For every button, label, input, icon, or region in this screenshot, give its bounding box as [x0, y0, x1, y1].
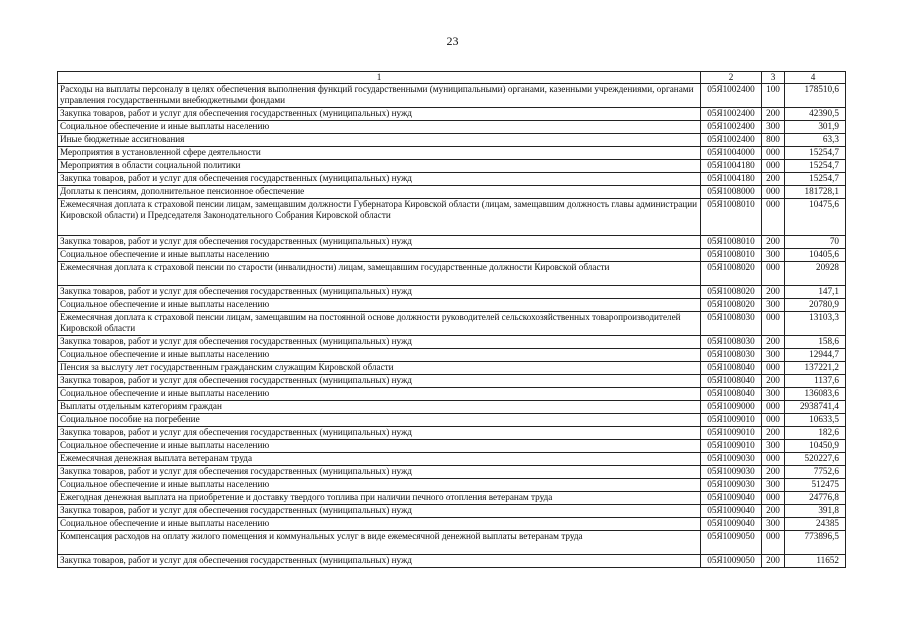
page-number: 23 — [446, 34, 459, 48]
row-type: 200 — [762, 375, 785, 388]
row-code: 05Я1002400 — [701, 121, 762, 134]
row-name: Социальное пособие на погребение — [58, 414, 701, 427]
row-code: 05Я1009050 — [701, 531, 762, 555]
row-name: Ежемесячная доплата к страховой пенсии по старости (инвалидности) лицам, замещавшим государственные должности Кировской области — [58, 262, 701, 286]
row-code: 05Я1008010 — [701, 199, 762, 236]
header-col-1: 1 — [58, 72, 701, 84]
row-name: Компенсация расходов на оплату жилого помещения и коммунальных услуг в виде ежемесячной денежной выплаты ветеранам труда — [58, 531, 701, 555]
row-name: Расходы на выплаты персоналу в целях обеспечения выполнения функций государственными (муниципальными) органами, казенными учреждениями, органами управления государственными внебюджетными фондами — [58, 84, 701, 108]
table-row — [58, 440, 846, 453]
row-type: 300 — [762, 349, 785, 362]
row-name: Закупка товаров, работ и услуг для обеспечения государственных (муниципальных) нужд — [58, 336, 701, 349]
row-amount: 512475 — [785, 479, 846, 492]
budget-table-body — [58, 72, 846, 568]
row-type: 200 — [762, 505, 785, 518]
row-type: 000 — [762, 401, 785, 414]
row-amount: 24385 — [785, 518, 846, 531]
row-code: 05Я1008040 — [701, 362, 762, 375]
row-code: 05Я1009000 — [701, 401, 762, 414]
table-row — [58, 505, 846, 518]
row-type: 300 — [762, 249, 785, 262]
row-code: 05Я1009010 — [701, 440, 762, 453]
row-type: 300 — [762, 299, 785, 312]
row-name: Закупка товаров, работ и услуг для обеспечения государственных (муниципальных) нужд — [58, 173, 701, 186]
row-name: Социальное обеспечение и иные выплаты населению — [58, 121, 701, 134]
row-type: 300 — [762, 388, 785, 401]
row-amount: 773896,5 — [785, 531, 846, 555]
row-name: Закупка товаров, работ и услуг для обеспечения государственных (муниципальных) нужд — [58, 286, 701, 299]
budget-table — [57, 71, 846, 568]
row-amount: 301,9 — [785, 121, 846, 134]
row-amount: 10475,6 — [785, 199, 846, 236]
row-code: 05Я1008000 — [701, 186, 762, 199]
row-name: Закупка товаров, работ и услуг для обеспечения государственных (муниципальных) нужд — [58, 427, 701, 440]
row-code: 05Я1004000 — [701, 147, 762, 160]
row-type: 000 — [762, 453, 785, 466]
row-name: Мероприятия в области социальной политики — [58, 160, 701, 173]
row-amount: 42390,5 — [785, 108, 846, 121]
row-name: Пенсия за выслугу лет государственным гражданским служащим Кировской области — [58, 362, 701, 375]
row-code: 05Я1008030 — [701, 349, 762, 362]
table-row — [58, 262, 846, 286]
row-name: Социальное обеспечение и иные выплаты населению — [58, 479, 701, 492]
row-type: 000 — [762, 262, 785, 286]
row-name: Ежемесячная денежная выплата ветеранам труда — [58, 453, 701, 466]
row-amount: 137221,2 — [785, 362, 846, 375]
row-name: Доплаты к пенсиям, дополнительное пенсионное обеспечение — [58, 186, 701, 199]
row-code: 05Я1009030 — [701, 453, 762, 466]
row-code: 05Я1008030 — [701, 336, 762, 349]
row-code: 05Я1009030 — [701, 466, 762, 479]
table-row — [58, 249, 846, 262]
row-code: 05Я1008040 — [701, 388, 762, 401]
row-type: 300 — [762, 440, 785, 453]
row-name: Закупка товаров, работ и услуг для обеспечения государственных (муниципальных) нужд — [58, 236, 701, 249]
row-amount: 1137,6 — [785, 375, 846, 388]
row-type: 200 — [762, 555, 785, 568]
table-row — [58, 312, 846, 336]
row-amount: 10450,9 — [785, 440, 846, 453]
row-amount: 15254,7 — [785, 160, 846, 173]
row-amount: 182,6 — [785, 427, 846, 440]
table-row — [58, 160, 846, 173]
table-row — [58, 84, 846, 108]
row-name: Закупка товаров, работ и услуг для обеспечения государственных (муниципальных) нужд — [58, 108, 701, 121]
row-amount: 10633,5 — [785, 414, 846, 427]
table-row — [58, 108, 846, 121]
row-code: 05Я1004180 — [701, 160, 762, 173]
table-row — [58, 453, 846, 466]
row-type: 000 — [762, 492, 785, 505]
table-row — [58, 199, 846, 236]
table-row — [58, 349, 846, 362]
table-row — [58, 479, 846, 492]
row-code: 05Я1008010 — [701, 249, 762, 262]
row-type: 000 — [762, 362, 785, 375]
table-row — [58, 427, 846, 440]
row-amount: 20780,9 — [785, 299, 846, 312]
row-code: 05Я1009040 — [701, 505, 762, 518]
row-name: Иные бюджетные ассигнования — [58, 134, 701, 147]
table-row — [58, 401, 846, 414]
row-type: 000 — [762, 312, 785, 336]
row-code: 05Я1008040 — [701, 375, 762, 388]
row-amount: 7752,6 — [785, 466, 846, 479]
row-name: Закупка товаров, работ и услуг для обеспечения государственных (муниципальных) нужд — [58, 555, 701, 568]
row-code: 05Я1004180 — [701, 173, 762, 186]
row-amount: 520227,6 — [785, 453, 846, 466]
table-row — [58, 555, 846, 568]
table-row — [58, 466, 846, 479]
table-row — [58, 388, 846, 401]
row-type: 200 — [762, 427, 785, 440]
row-amount: 15254,7 — [785, 173, 846, 186]
row-type: 300 — [762, 121, 785, 134]
row-type: 000 — [762, 414, 785, 427]
row-type: 000 — [762, 160, 785, 173]
table-row — [58, 147, 846, 160]
table-header-row — [58, 72, 846, 84]
row-name: Социальное обеспечение и иные выплаты населению — [58, 249, 701, 262]
table-row — [58, 286, 846, 299]
row-amount: 178510,6 — [785, 84, 846, 108]
row-amount: 63,3 — [785, 134, 846, 147]
table-row — [58, 299, 846, 312]
row-code: 05Я1009050 — [701, 555, 762, 568]
table-row — [58, 362, 846, 375]
header-col-2: 2 — [701, 72, 762, 84]
row-type: 300 — [762, 479, 785, 492]
row-code: 05Я1009010 — [701, 414, 762, 427]
row-type: 200 — [762, 173, 785, 186]
header-col-3: 3 — [762, 72, 785, 84]
row-code: 05Я1009040 — [701, 492, 762, 505]
row-amount: 70 — [785, 236, 846, 249]
row-amount: 10405,6 — [785, 249, 846, 262]
row-code: 05Я1002400 — [701, 134, 762, 147]
table-row — [58, 336, 846, 349]
row-type: 000 — [762, 199, 785, 236]
row-code: 05Я1002400 — [701, 84, 762, 108]
row-amount: 12944,7 — [785, 349, 846, 362]
row-type: 100 — [762, 84, 785, 108]
row-name: Закупка товаров, работ и услуг для обеспечения государственных (муниципальных) нужд — [58, 375, 701, 388]
row-name: Социальное обеспечение и иные выплаты населению — [58, 299, 701, 312]
row-type: 200 — [762, 336, 785, 349]
row-code: 05Я1008030 — [701, 312, 762, 336]
row-name: Ежемесячная доплата к страховой пенсии лицам, замещавшим должности Губернатора Кировской области (лицам, замещавшим должность главы администрации Кировской области) и Председателя Законодательного Собрания Кировской области — [58, 199, 701, 236]
row-amount: 20928 — [785, 262, 846, 286]
row-name: Закупка товаров, работ и услуг для обеспечения государственных (муниципальных) нужд — [58, 466, 701, 479]
row-code: 05Я1002400 — [701, 108, 762, 121]
row-code: 05Я1009030 — [701, 479, 762, 492]
table-row — [58, 414, 846, 427]
table-row — [58, 518, 846, 531]
row-code: 05Я1008020 — [701, 262, 762, 286]
row-code: 05Я1008020 — [701, 286, 762, 299]
table-row — [58, 186, 846, 199]
row-amount: 11652 — [785, 555, 846, 568]
row-name: Ежегодная денежная выплата на приобретение и доставку твердого топлива при наличии печного отопления ветеранам труда — [58, 492, 701, 505]
row-type: 200 — [762, 236, 785, 249]
row-amount: 2938741,4 — [785, 401, 846, 414]
row-name: Социальное обеспечение и иные выплаты населению — [58, 349, 701, 362]
row-type: 800 — [762, 134, 785, 147]
row-amount: 15254,7 — [785, 147, 846, 160]
row-amount: 136083,6 — [785, 388, 846, 401]
table-row — [58, 121, 846, 134]
row-code: 05Я1009010 — [701, 427, 762, 440]
row-type: 200 — [762, 286, 785, 299]
row-code: 05Я1008020 — [701, 299, 762, 312]
row-type: 200 — [762, 466, 785, 479]
row-type: 200 — [762, 108, 785, 121]
row-name: Социальное обеспечение и иные выплаты населению — [58, 518, 701, 531]
row-name: Социальное обеспечение и иные выплаты населению — [58, 388, 701, 401]
row-name: Закупка товаров, работ и услуг для обеспечения государственных (муниципальных) нужд — [58, 505, 701, 518]
row-type: 300 — [762, 518, 785, 531]
row-amount: 24776,8 — [785, 492, 846, 505]
table-row — [58, 492, 846, 505]
row-name: Мероприятия в установленной сфере деятельности — [58, 147, 701, 160]
row-amount: 158,6 — [785, 336, 846, 349]
table-row — [58, 134, 846, 147]
row-amount: 147,1 — [785, 286, 846, 299]
row-name: Социальное обеспечение и иные выплаты населению — [58, 440, 701, 453]
row-amount: 391,8 — [785, 505, 846, 518]
table-row — [58, 173, 846, 186]
row-amount: 181728,1 — [785, 186, 846, 199]
row-type: 000 — [762, 186, 785, 199]
row-name: Выплаты отдельным категориям граждан — [58, 401, 701, 414]
row-amount: 13103,3 — [785, 312, 846, 336]
table-row — [58, 236, 846, 249]
table-row — [58, 531, 846, 555]
row-code: 05Я1008010 — [701, 236, 762, 249]
row-type: 000 — [762, 147, 785, 160]
table-row — [58, 375, 846, 388]
row-name: Ежемесячная доплата к страховой пенсии лицам, замещавшим на постоянной основе должности руководителей сельскохозяйственных товаропроизводителей Кировской области — [58, 312, 701, 336]
header-col-4: 4 — [785, 72, 846, 84]
row-type: 000 — [762, 531, 785, 555]
row-code: 05Я1009040 — [701, 518, 762, 531]
